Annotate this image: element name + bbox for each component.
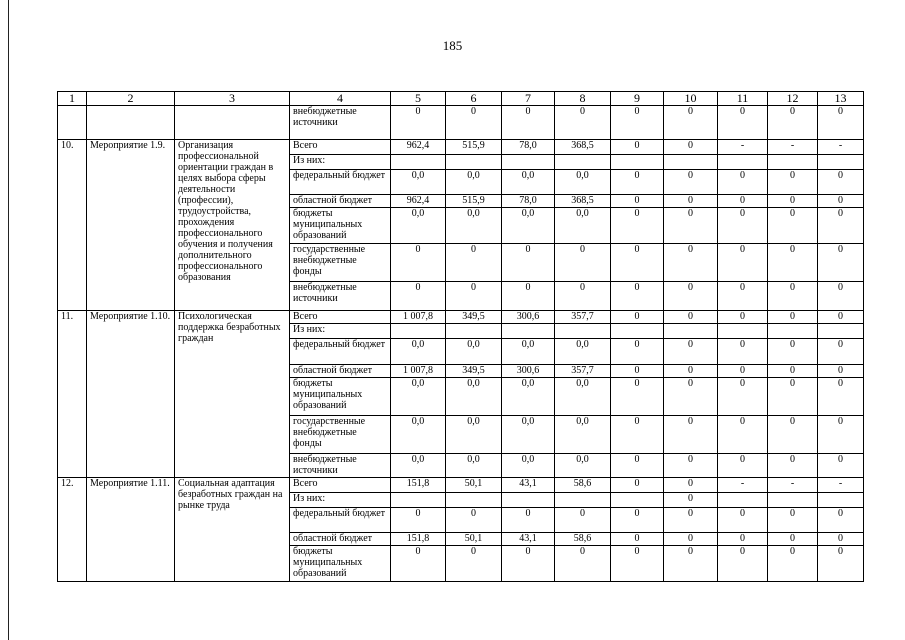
value-cell: 0 (818, 508, 864, 533)
value-cell: 515,9 (446, 195, 502, 208)
value-cell (555, 155, 611, 170)
value-cell: 0 (555, 244, 611, 282)
column-number-cell: 2 (87, 92, 175, 106)
value-cell: 0 (391, 106, 446, 140)
value-cell: 0 (818, 311, 864, 324)
value-cell: 0 (718, 244, 768, 282)
value-cell: 0 (718, 106, 768, 140)
value-cell (502, 324, 555, 339)
value-cell: 0,0 (446, 170, 502, 195)
column-number-cell: 8 (555, 92, 611, 106)
value-cell: 0 (611, 508, 664, 533)
value-cell: 0 (664, 416, 718, 454)
value-cell: 0,0 (555, 170, 611, 195)
value-cell: 0 (818, 195, 864, 208)
value-cell: 0 (391, 282, 446, 311)
value-cell: 0,0 (391, 339, 446, 365)
value-cell: 0,0 (555, 378, 611, 416)
value-cell: 0 (718, 195, 768, 208)
funding-source-cell: внебюджетные источники (290, 454, 391, 478)
column-number-cell: 11 (718, 92, 768, 106)
page-number: 185 (442, 38, 463, 53)
value-cell: 0 (818, 170, 864, 195)
table-row (58, 106, 864, 140)
value-cell (391, 324, 446, 339)
value-cell (818, 493, 864, 508)
value-cell: 368,5 (555, 140, 611, 155)
value-cell (611, 493, 664, 508)
value-cell: 0 (611, 244, 664, 282)
value-cell: 0 (818, 244, 864, 282)
value-cell: 0 (664, 508, 718, 533)
value-cell: 0,0 (446, 208, 502, 244)
value-cell: 0,0 (391, 208, 446, 244)
row-number-cell: 11. (58, 311, 87, 478)
value-cell: 0 (664, 106, 718, 140)
value-cell: 0 (446, 508, 502, 533)
value-cell: 0 (768, 378, 818, 416)
value-cell (768, 155, 818, 170)
funding-source-cell: Из них: (290, 493, 391, 508)
value-cell: 0 (664, 311, 718, 324)
value-cell (502, 155, 555, 170)
value-cell: 0 (768, 546, 818, 582)
value-cell: 0,0 (446, 378, 502, 416)
value-cell: 0 (611, 546, 664, 582)
value-cell: 78,0 (502, 195, 555, 208)
value-cell: 0 (611, 339, 664, 365)
funding-source-cell: внебюджетные источники (290, 282, 391, 311)
value-cell: - (818, 478, 864, 493)
value-cell: 0,0 (502, 378, 555, 416)
value-cell: 43,1 (502, 478, 555, 493)
column-number-cell: 7 (502, 92, 555, 106)
value-cell: 0 (768, 170, 818, 195)
event-cell (87, 106, 175, 140)
row-number-cell: 12. (58, 478, 87, 582)
value-cell: 515,9 (446, 140, 502, 155)
value-cell: 0 (664, 533, 718, 546)
value-cell: - (818, 140, 864, 155)
value-cell: 0,0 (391, 454, 446, 478)
value-cell: 0 (391, 546, 446, 582)
description-cell: Психологическая поддержка безработных граждан (175, 311, 290, 478)
value-cell: 0,0 (502, 208, 555, 244)
column-number-row (58, 92, 864, 106)
value-cell: 0 (502, 508, 555, 533)
value-cell (502, 493, 555, 508)
value-cell: 0 (718, 416, 768, 454)
funding-source-cell: областной бюджет (290, 365, 391, 378)
value-cell: 0,0 (391, 378, 446, 416)
funding-source-cell: Из них: (290, 155, 391, 170)
table-row (58, 311, 864, 324)
value-cell: 0 (768, 416, 818, 454)
column-number-cell: 6 (446, 92, 502, 106)
value-cell: 0,0 (446, 416, 502, 454)
value-cell: 0,0 (446, 454, 502, 478)
column-number-cell: 12 (768, 92, 818, 106)
description-cell: Социальная адаптация безработных граждан на рынке труда (175, 478, 290, 582)
value-cell: 0,0 (391, 416, 446, 454)
value-cell (391, 493, 446, 508)
value-cell: 0 (718, 170, 768, 195)
value-cell (446, 493, 502, 508)
value-cell: 50,1 (446, 533, 502, 546)
value-cell: 58,6 (555, 478, 611, 493)
value-cell (391, 155, 446, 170)
value-cell: 300,6 (502, 311, 555, 324)
value-cell: 0 (391, 508, 446, 533)
value-cell: 0 (611, 170, 664, 195)
value-cell: 1 007,8 (391, 365, 446, 378)
funding-source-cell: бюджеты муниципальных образований (290, 378, 391, 416)
value-cell: 0 (718, 282, 768, 311)
value-cell: 0 (502, 282, 555, 311)
value-cell (446, 155, 502, 170)
value-cell: 0 (446, 244, 502, 282)
value-cell: 0 (768, 244, 818, 282)
funding-source-cell: Всего (290, 140, 391, 155)
funding-source-cell: Из них: (290, 324, 391, 339)
event-cell: Мероприятие 1.10. (87, 311, 175, 478)
value-cell: - (768, 140, 818, 155)
value-cell: 0 (664, 546, 718, 582)
value-cell: 151,8 (391, 533, 446, 546)
table-row (58, 478, 864, 493)
value-cell: 0 (664, 493, 718, 508)
value-cell: 0 (502, 546, 555, 582)
funding-source-cell: областной бюджет (290, 533, 391, 546)
funding-source-cell: государственные внебюджетные фонды (290, 244, 391, 282)
value-cell: 0 (611, 140, 664, 155)
value-cell: 0 (718, 378, 768, 416)
value-cell (611, 155, 664, 170)
value-cell: 0 (818, 365, 864, 378)
value-cell: 0 (664, 170, 718, 195)
value-cell: 0 (718, 311, 768, 324)
value-cell (818, 155, 864, 170)
funding-source-cell: бюджеты муниципальных образований (290, 208, 391, 244)
row-number-cell (58, 106, 87, 140)
value-cell: 0 (446, 106, 502, 140)
value-cell (555, 324, 611, 339)
value-cell: 0 (718, 533, 768, 546)
value-cell: 0 (818, 339, 864, 365)
value-cell: 0,0 (555, 454, 611, 478)
value-cell: 43,1 (502, 533, 555, 546)
value-cell: 357,7 (555, 311, 611, 324)
value-cell: 0 (555, 508, 611, 533)
value-cell: 0 (664, 478, 718, 493)
value-cell: 0 (818, 454, 864, 478)
value-cell: - (718, 140, 768, 155)
value-cell: 0,0 (502, 416, 555, 454)
row-number-cell: 10. (58, 140, 87, 311)
value-cell: 0 (718, 546, 768, 582)
value-cell: 0 (555, 282, 611, 311)
value-cell (446, 324, 502, 339)
value-cell: 0 (768, 339, 818, 365)
value-cell: 0 (818, 546, 864, 582)
value-cell: 0 (446, 282, 502, 311)
column-number-cell: 3 (175, 92, 290, 106)
value-cell: 0 (718, 454, 768, 478)
value-cell (768, 324, 818, 339)
value-cell (664, 324, 718, 339)
value-cell: 0 (768, 282, 818, 311)
value-cell: 0 (768, 311, 818, 324)
value-cell: 0,0 (555, 208, 611, 244)
value-cell: - (718, 478, 768, 493)
value-cell: 962,4 (391, 195, 446, 208)
value-cell: 0 (611, 478, 664, 493)
funding-source-cell: Всего (290, 311, 391, 324)
value-cell: 0 (718, 365, 768, 378)
value-cell: 0 (664, 282, 718, 311)
value-cell: 0 (611, 378, 664, 416)
value-cell: 0 (611, 282, 664, 311)
value-cell: 0 (664, 454, 718, 478)
value-cell: 0 (768, 508, 818, 533)
funding-source-cell: бюджеты муниципальных образований (290, 546, 391, 582)
value-cell: 0 (502, 106, 555, 140)
value-cell: 0 (391, 244, 446, 282)
column-number-cell: 10 (664, 92, 718, 106)
value-cell: 0 (611, 106, 664, 140)
funding-source-cell: федеральный бюджет (290, 508, 391, 533)
description-cell: Организация профессиональной ориентации граждан в целях выбора сферы деятельности (профессии), трудоустройства, прохождения профессионального обучения и получения дополнительного профессионального образования (175, 140, 290, 311)
value-cell: 0 (611, 454, 664, 478)
value-cell: 349,5 (446, 365, 502, 378)
value-cell: 300,6 (502, 365, 555, 378)
value-cell: 0 (664, 208, 718, 244)
funding-source-cell: внебюджетные источники (290, 106, 391, 140)
value-cell: 0 (611, 311, 664, 324)
funding-source-cell: государственные внебюджетные фонды (290, 416, 391, 454)
value-cell: 0 (818, 106, 864, 140)
value-cell (611, 324, 664, 339)
budget-table (57, 91, 864, 582)
value-cell: 0,0 (502, 170, 555, 195)
value-cell: 1 007,8 (391, 311, 446, 324)
event-cell: Мероприятие 1.11. (87, 478, 175, 582)
value-cell: 0,0 (555, 416, 611, 454)
value-cell: 0 (664, 378, 718, 416)
value-cell: 0 (818, 282, 864, 311)
value-cell: 0 (611, 208, 664, 244)
value-cell: 0 (768, 454, 818, 478)
value-cell: 0,0 (446, 339, 502, 365)
value-cell (664, 155, 718, 170)
value-cell: 349,5 (446, 311, 502, 324)
value-cell: 0 (555, 546, 611, 582)
value-cell (818, 324, 864, 339)
value-cell: 0 (818, 378, 864, 416)
description-cell (175, 106, 290, 140)
value-cell (718, 493, 768, 508)
column-number-cell: 4 (290, 92, 391, 106)
event-cell: Мероприятие 1.9. (87, 140, 175, 311)
value-cell: 0 (718, 508, 768, 533)
value-cell: 0 (768, 106, 818, 140)
value-cell: 0 (446, 546, 502, 582)
value-cell: 0 (768, 365, 818, 378)
value-cell: 0 (818, 208, 864, 244)
value-cell: 0 (818, 533, 864, 546)
value-cell: 0 (664, 195, 718, 208)
value-cell: 357,7 (555, 365, 611, 378)
value-cell: 0 (664, 339, 718, 365)
column-number-cell: 1 (58, 92, 87, 106)
value-cell: 0 (768, 208, 818, 244)
value-cell: 58,6 (555, 533, 611, 546)
value-cell (555, 493, 611, 508)
value-cell: 0 (718, 208, 768, 244)
funding-source-cell: областной бюджет (290, 195, 391, 208)
value-cell: 50,1 (446, 478, 502, 493)
column-number-cell: 5 (391, 92, 446, 106)
value-cell: 0 (664, 365, 718, 378)
value-cell: 0 (611, 416, 664, 454)
value-cell: 0 (718, 339, 768, 365)
value-cell: 0 (664, 140, 718, 155)
column-number-cell: 9 (611, 92, 664, 106)
value-cell: 0,0 (502, 454, 555, 478)
table-row (58, 140, 864, 155)
page-edge-rule (8, 0, 9, 640)
value-cell: 962,4 (391, 140, 446, 155)
value-cell (768, 493, 818, 508)
value-cell: 0 (611, 365, 664, 378)
value-cell (718, 155, 768, 170)
value-cell: 0 (818, 416, 864, 454)
column-number-cell: 13 (818, 92, 864, 106)
value-cell: 368,5 (555, 195, 611, 208)
value-cell: 0 (555, 106, 611, 140)
value-cell: 0 (664, 244, 718, 282)
value-cell: 0,0 (502, 339, 555, 365)
value-cell: 0 (768, 533, 818, 546)
value-cell (718, 324, 768, 339)
value-cell: 0 (611, 195, 664, 208)
value-cell: 78,0 (502, 140, 555, 155)
value-cell: 0 (502, 244, 555, 282)
funding-source-cell: федеральный бюджет (290, 339, 391, 365)
value-cell: 0 (611, 533, 664, 546)
value-cell: - (768, 478, 818, 493)
value-cell: 0,0 (391, 170, 446, 195)
value-cell: 0,0 (555, 339, 611, 365)
funding-source-cell: Всего (290, 478, 391, 493)
value-cell: 151,8 (391, 478, 446, 493)
value-cell: 0 (768, 195, 818, 208)
funding-source-cell: федеральный бюджет (290, 170, 391, 195)
